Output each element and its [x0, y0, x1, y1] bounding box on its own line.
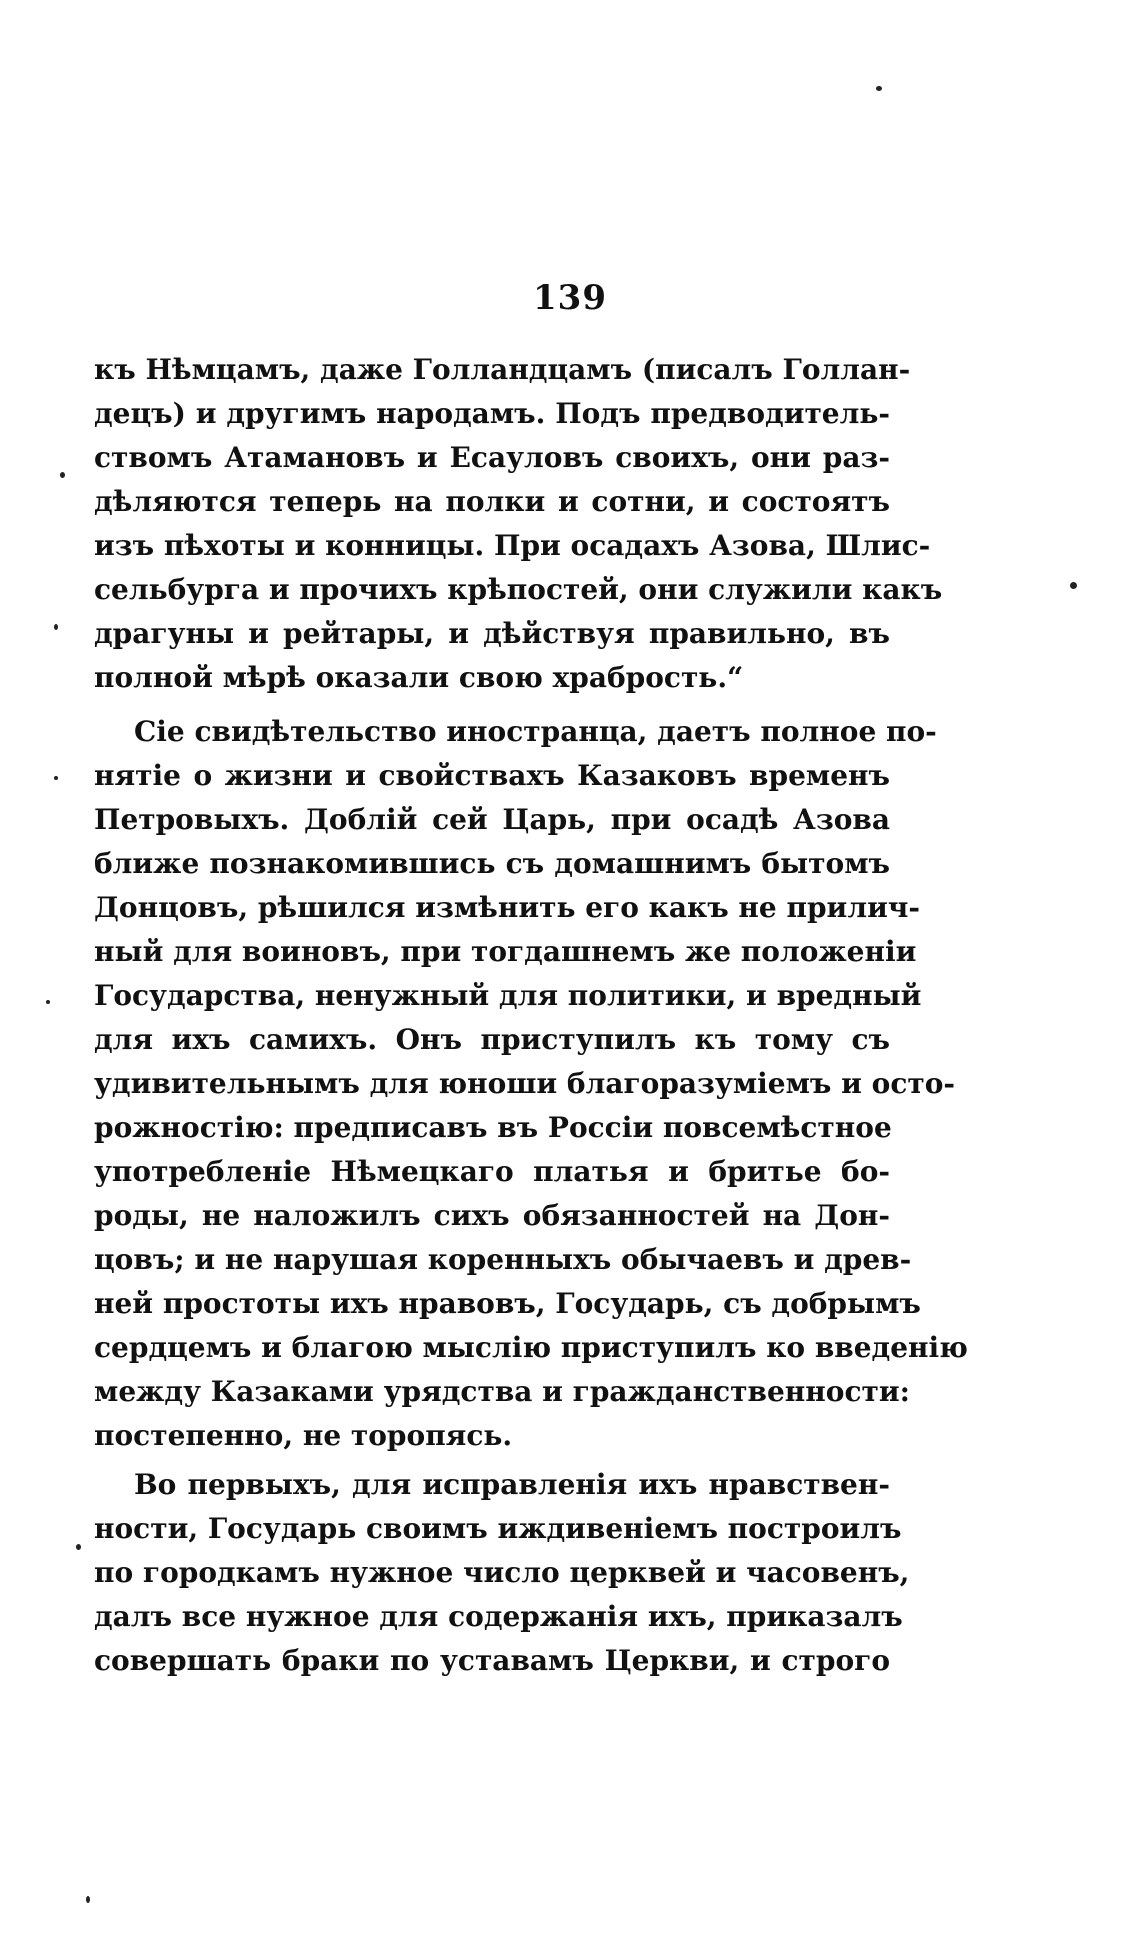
text-line: цовъ; и не нарушая коренныхъ обычаевъ и древ-	[94, 1243, 912, 1276]
text-line: къ Нѣмцамъ, даже Голландцамъ (писалъ Голлан-	[94, 353, 911, 386]
text-line: постепенно, не торопясь.	[94, 1419, 513, 1452]
text-line: сельбурга и прочихъ крѣпостей, они служили какъ	[94, 573, 943, 606]
text-line: Государства, ненужный для политики, и вредный	[94, 979, 922, 1012]
paragraph-1	[94, 348, 943, 700]
text-line: совершать браки по уставамъ Церкви, и строго	[94, 1644, 890, 1677]
scan-speck	[76, 1544, 81, 1550]
text-line: децъ) и другимъ народамъ. Подъ предводитель-	[94, 397, 890, 430]
scan-speck	[86, 1896, 90, 1903]
text-line: ный для воиновъ, при тогдашнемъ же положеніи	[94, 935, 917, 968]
text-line: Сіе свидѣтельство иностранца, даетъ полное по-	[134, 715, 937, 748]
text-line: между Казаками урядства и гражданственности:	[94, 1375, 910, 1408]
text-line: ней простоты ихъ нравовъ, Государь, съ добрымъ	[94, 1287, 921, 1320]
text-line: нятіе о жизни и свойствахъ Казаковъ временъ	[94, 759, 890, 792]
scan-speck	[1070, 582, 1077, 589]
paragraph-2	[94, 710, 968, 1458]
text-line: Петровыхъ. Доблій сей Царь, при осадѣ Азова	[94, 803, 890, 836]
text-line: сердцемъ и благою мыслію приступилъ ко введенію	[94, 1331, 968, 1364]
scan-speck	[54, 624, 58, 630]
text-line: дѣляются теперь на полки и сотни, и состоятъ	[94, 485, 890, 518]
text-line: употребленіе Нѣмецкаго платья и бритье бо-	[94, 1155, 890, 1188]
text-line: Во первыхъ, для исправленія ихъ нравствен-	[134, 1468, 890, 1501]
text-line: удивительнымъ для юноши благоразуміемъ и осто-	[94, 1067, 956, 1100]
text-line: по городкамъ нужное число церквей и часовенъ,	[94, 1556, 910, 1589]
page-number: 139	[533, 278, 607, 318]
text-line: ближе познакомившись съ домашнимъ бытомъ	[94, 847, 890, 880]
text-line: полной мѣрѣ оказали свою храбрость.“	[94, 661, 744, 694]
text-line: рожностію: предписавъ въ Россіи повсемѣстное	[94, 1111, 892, 1144]
scan-speck	[46, 1000, 50, 1004]
text-line: Донцовъ, рѣшился измѣнить его какъ не прилич-	[94, 891, 920, 924]
scan-speck	[54, 776, 58, 780]
text-line: ности, Государь своимъ иждивеніемъ построилъ	[94, 1512, 902, 1545]
text-line: ствомъ Атамановъ и Есауловъ своихъ, они раз-	[94, 441, 890, 474]
paragraph-3	[94, 1463, 910, 1683]
text-line: роды, не наложилъ сихъ обязанностей на Дон-	[94, 1199, 890, 1232]
scan-speck	[876, 86, 882, 91]
text-line: изъ пѣхоты и конницы. При осадахъ Азова, Шлис-	[94, 529, 931, 562]
scan-speck	[60, 472, 65, 478]
text-line: далъ все нужное для содержанія ихъ, приказалъ	[94, 1600, 903, 1633]
text-line: драгуны и рейтары, и дѣйствуя правильно, въ	[94, 617, 890, 650]
text-line: для ихъ самихъ. Онъ приступилъ къ тому съ	[94, 1023, 890, 1056]
